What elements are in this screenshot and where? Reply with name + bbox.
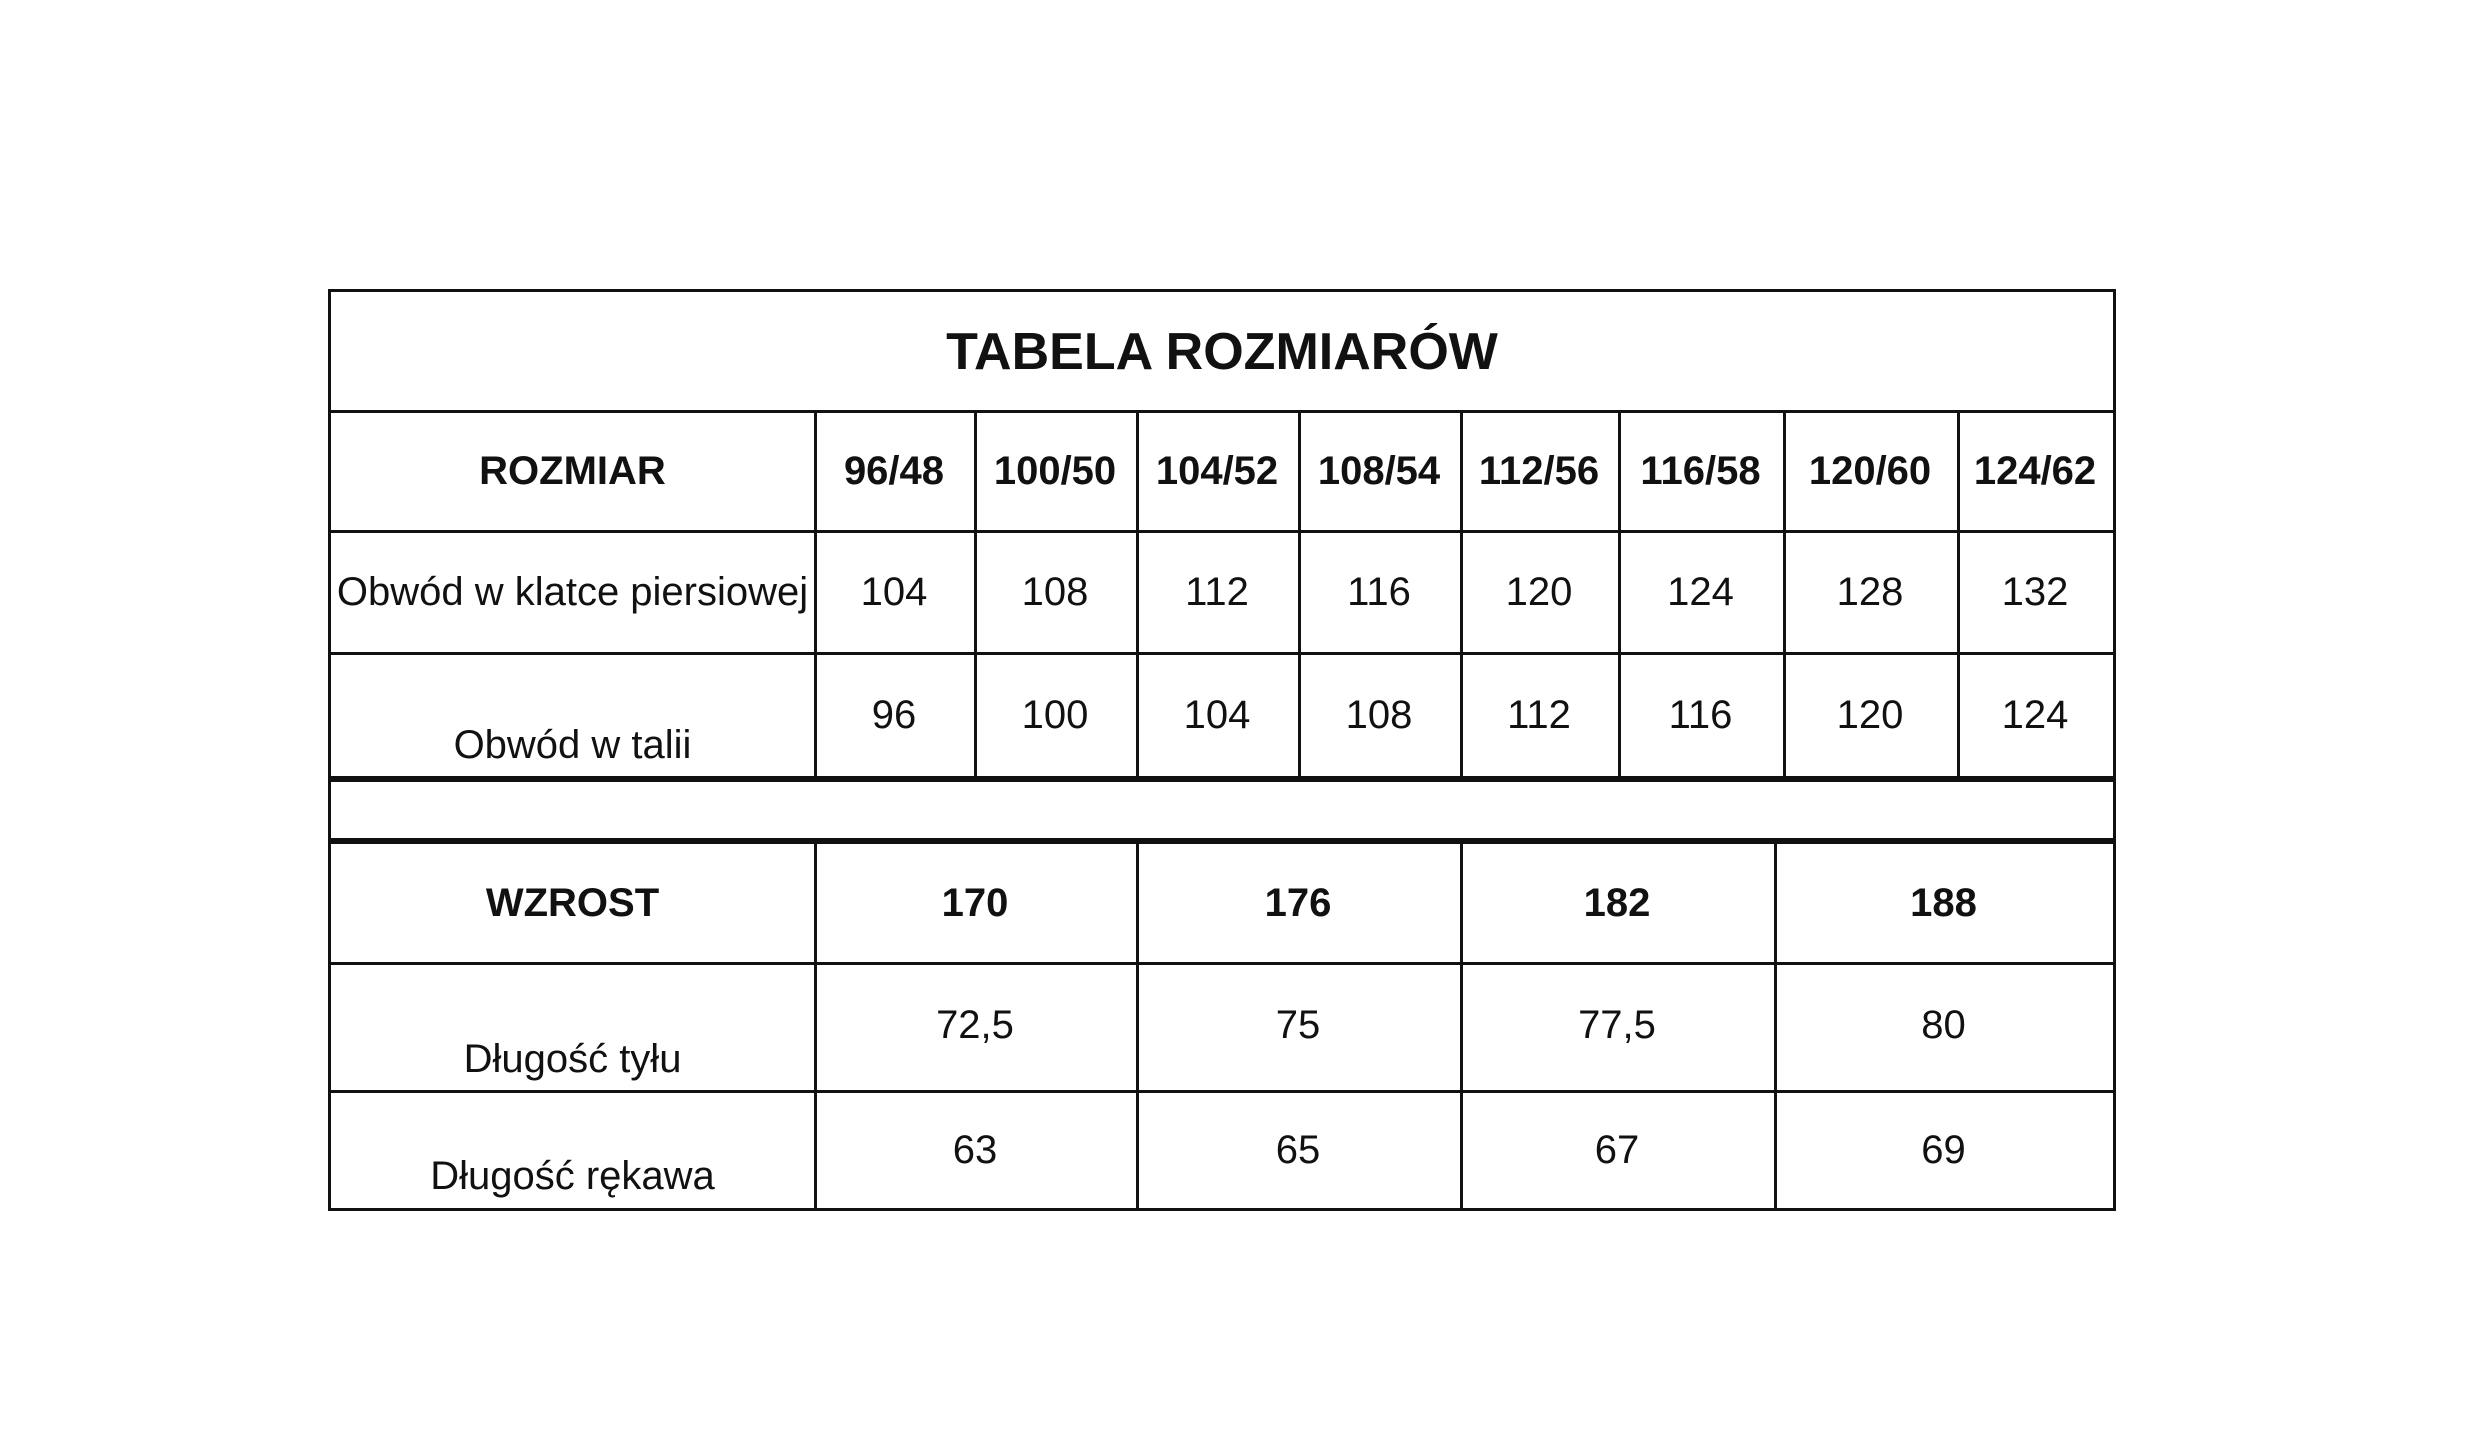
size-cell: 120/60 (1808, 449, 1932, 493)
sleeve-length-label: Długość rękawa (430, 1154, 715, 1198)
size-cell: 116/58 (1640, 449, 1761, 493)
waist-value-cell: 100 (1021, 693, 1089, 737)
spacer-row (331, 780, 2113, 840)
table-title: TABELA ROZMIARÓW (946, 322, 1498, 381)
size-cell: 112/56 (1478, 449, 1600, 493)
size-cell: 104/52 (1155, 449, 1279, 493)
size-cell: 108/54 (1317, 449, 1441, 493)
waist-label: Obwód w talii (453, 723, 692, 767)
sleeve-length-cell: 67 (1594, 1127, 1640, 1172)
chest-value-cell: 108 (1021, 570, 1089, 614)
height-cell: 188 (1910, 881, 1977, 925)
size-table (328, 289, 2116, 1211)
back-length-cell: 80 (1921, 1003, 1966, 1047)
sleeve-length-cell: 65 (1275, 1127, 1321, 1172)
chest-value-cell: 132 (2001, 570, 2069, 614)
chest-value-cell: 104 (860, 570, 928, 614)
waist-value-cell: 108 (1345, 693, 1413, 737)
back-length-cell: 77,5 (1578, 1003, 1656, 1047)
height-header-label: WZROST (485, 881, 660, 925)
chest-label: Obwód w klatce piersiowej (336, 570, 809, 614)
chest-value-cell: 116 (1347, 570, 1411, 614)
waist-value-cell: 104 (1183, 693, 1251, 737)
chest-value-cell: 120 (1505, 570, 1573, 614)
sleeve-length-cell: 69 (1921, 1127, 1966, 1172)
height-cell: 176 (1264, 881, 1332, 925)
waist-value-cell: 112 (1507, 693, 1571, 737)
back-length-cell: 72,5 (936, 1003, 1014, 1047)
chest-value-cell: 124 (1667, 570, 1734, 614)
waist-value-cell: 96 (871, 693, 917, 737)
size-header-label: ROZMIAR (479, 449, 666, 493)
height-cell: 182 (1583, 881, 1651, 925)
sleeve-length-cell: 63 (952, 1127, 998, 1172)
chest-value-cell: 112 (1185, 570, 1249, 614)
back-length-label: Długość tyłu (463, 1037, 682, 1081)
chest-value-cell: 128 (1836, 570, 1904, 614)
size-cell: 100/50 (993, 449, 1117, 493)
size-cell: 96/48 (843, 449, 945, 493)
size-cell: 124/62 (1973, 449, 2097, 493)
waist-value-cell: 124 (2001, 693, 2069, 737)
waist-value-cell: 120 (1836, 693, 1904, 737)
waist-value-cell: 116 (1668, 693, 1733, 737)
height-cell: 170 (941, 881, 1009, 925)
back-length-cell: 75 (1275, 1003, 1321, 1047)
